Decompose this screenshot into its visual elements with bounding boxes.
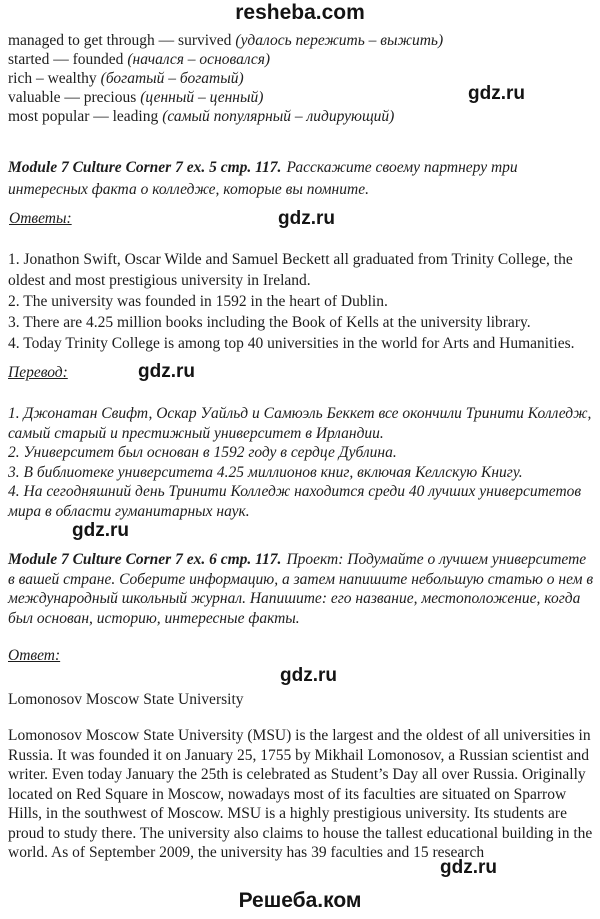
vocabulary-item <box>8 31 594 50</box>
vocabulary-english: managed to get through — survived <box>8 32 232 49</box>
gdz-watermark: gdz.ru <box>468 83 525 104</box>
vocabulary-english: valuable — precious <box>8 89 137 106</box>
answer-item: 4. Today Trinity College is among top 40 universities in the world for Arts and Humanities. <box>8 335 575 352</box>
answer-item: 2. The university was founded in 1592 in the heart of Dublin. <box>8 293 388 310</box>
answer-label: Ответ: <box>8 647 61 664</box>
translation-item: 3. В библиотеке университета 4.25 миллионов книг, включая Келлскую Книгу. <box>8 463 523 481</box>
answer-item: 1. Jonathon Swift, Oscar Wilde and Samuel Beckett all graduated from Trinity College, the oldest and most prestigious university in Ireland. <box>8 251 573 289</box>
site-watermark-bottom: Решеба.ком <box>238 889 362 912</box>
vocabulary-russian: (ценный – ценный) <box>140 89 264 106</box>
exercise6-title: Module 7 Culture Corner 7 ex. 6 стр. 117. <box>8 551 282 568</box>
translation-label: Перевод: <box>8 364 68 381</box>
vocabulary-russian: (самый популярный – лидирующий) <box>162 108 395 125</box>
translation-list <box>8 404 598 521</box>
answers-list <box>8 249 596 354</box>
exercise5-heading <box>8 157 586 201</box>
gdz-watermark: gdz.ru <box>280 665 337 686</box>
translation-item: 4. На сегодняшний день Тринити Колледж находится среди 40 лучших университетов мира в области гуманитарных наук. <box>8 483 582 520</box>
answers-label: Ответы: <box>9 210 72 227</box>
vocabulary-russian: (начался – основался) <box>127 51 271 68</box>
gdz-watermark: gdz.ru <box>72 520 129 541</box>
site-watermark-top: resheba.com <box>235 1 365 24</box>
exercise5-title: Module 7 Culture Corner 7 ex. 5 стр. 117. <box>8 159 282 176</box>
exercise6-task: Проект: Подумайте о лучшем университете в вашей стране. Соберите информацию, а затем напишите небольшую статью о нем в международный школьный журнал. Напишите: его название, местоположение, когда был основан, историю, интересные факты. <box>8 551 594 627</box>
vocabulary-russian: (богатый – богатый) <box>100 70 244 87</box>
article-text: Lomonosov Moscow State University (MSU) is the largest and the oldest of all universities in Russia. It was founded it on January 25, 1755 by Mikhail Lomonosov, a Russian scientist and writer. Even today January the 25th is celebrated as Student’s Day all over Russia. Originally located on Red Square in Moscow, nowadays most of its faculties are situated on Sparrow Hills, in the southwest of Moscow. MSU is a highly prestigious university. Its students are proud to study there. The university also claims to house the tallest educational building in the world. As of September 2009, the university has 39 faculties and 15 research <box>8 727 593 861</box>
vocabulary-list <box>8 31 594 126</box>
translation-item: 1. Джонатан Свифт, Оскар Уайльд и Самюэль Беккет все окончили Тринити Колледж, самый старый и престижный университет в Ирландии. <box>8 405 592 442</box>
vocabulary-russian: (удалось пережить – выжить) <box>235 32 444 49</box>
vocabulary-english: started — founded <box>8 51 124 68</box>
gdz-watermark: gdz.ru <box>138 361 195 382</box>
exercise5-task: Расскажите своему партнеру три интересных факта о колледже, которые вы помните. <box>8 159 518 198</box>
gdz-watermark: gdz.ru <box>278 208 335 229</box>
vocabulary-english: rich – wealthy <box>8 70 97 87</box>
vocabulary-item <box>8 107 594 126</box>
translation-item: 2. Университет был основан в 1592 году в сердце Дублина. <box>8 444 397 461</box>
exercise6-heading <box>8 550 596 628</box>
answer-item: 3. There are 4.25 million books including the Book of Kells at the university library. <box>8 314 531 331</box>
university-name: Lomonosov Moscow State University <box>8 691 244 708</box>
vocabulary-english: most popular — leading <box>8 108 159 125</box>
gdz-watermark: gdz.ru <box>440 857 497 878</box>
vocabulary-item <box>8 50 594 69</box>
